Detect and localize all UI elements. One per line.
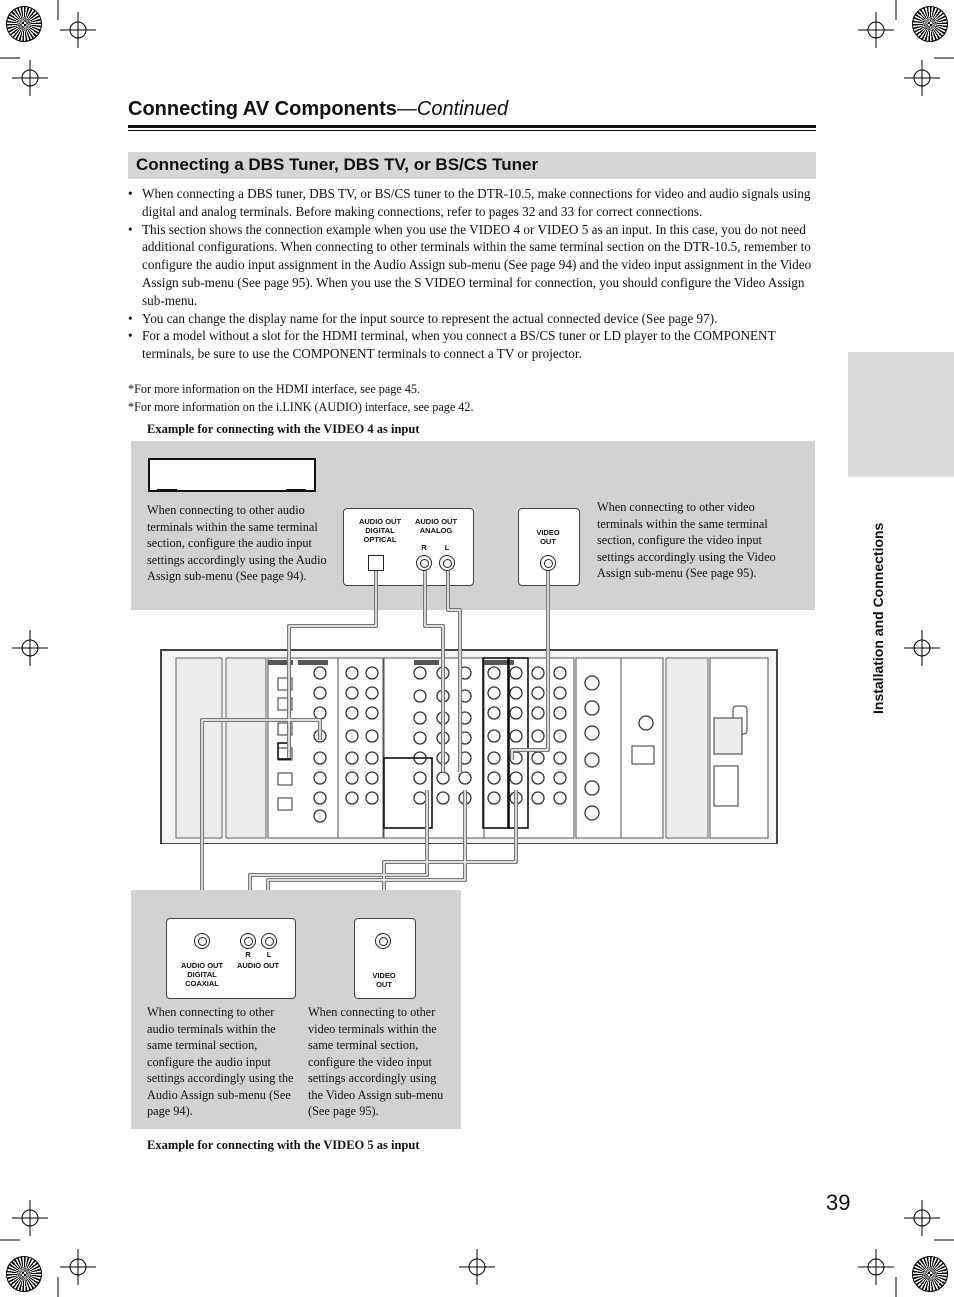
bullet-item: • This section shows the connection example when you use the VIDEO 4 or VIDEO 5 as an input. In this case, you do not need additional configurations. When connecting to other terminals within the same terminal section on the DTR-10.5, remember to configure the audio input assignment in the Audio Assign sub-menu (See page 94) and the video input assignment in the Video Assign sub-menu (See page 95). When you use the S VIDEO terminal for connection, you should configure the Video Assign sub-menu. (128, 221, 816, 310)
r-label: R (421, 543, 427, 552)
bullet-item: • When connecting a DBS tuner, DBS TV, or BS/CS tuner to the DTR-10.5, make connections for video and audio signals using digital and analog terminals. Before making connections, refer to pages 32 and 33 for correct connections. (128, 185, 816, 221)
bullet-item: • You can change the display name for the input source to represent the actual connected device (See page 97). (128, 310, 816, 328)
r-label: R (245, 950, 251, 959)
bottom-right-text: When connecting to other video terminals within the same terminal section, configure the video input settings accordingly using the Video Assign sub-menu (See page 95). (308, 1005, 444, 1118)
example-bottom-caption: Example for connecting with the VIDEO 5 as input (147, 1138, 420, 1152)
l-label: L (266, 950, 272, 959)
bullet-item: • For a model without a slot for the HDMI terminal, when you connect a BS/CS tuner or LD player to the COMPONENT terminals, be sure to use the COMPONENT terminals to connect a TV or projector. (128, 327, 816, 363)
top-right-text: When connecting to other video terminals within the same terminal section, configure the video input settings accordingly using the Video Assign sub-menu (See page 95). (597, 500, 776, 580)
section-title: Connecting a DBS Tuner, DBS TV, or BS/CS Tuner (136, 155, 539, 174)
side-tab-label (852, 484, 886, 714)
top-left-text: When connecting to other audio terminals within the same terminal section, configure the audio input settings accordingly using the Audio Assign sub-menu (See page 94). (147, 503, 327, 583)
audio-out-analog-label: AUDIO OUT ANALOG (414, 517, 458, 535)
header-continued: —Continued (396, 98, 509, 120)
side-tab-text: Installation and Connections (870, 522, 886, 714)
footnote: *For more information on the i.LINK (AUDIO) interface, see page 42. (128, 400, 474, 414)
example-top-caption: Example for connecting with the VIDEO 4 as input (147, 422, 420, 436)
bottom-left-text: When connecting to other audio terminals within the same terminal section, configure the audio input settings accordingly using the Audio Assign sub-menu (See page 94). (147, 1005, 294, 1118)
audio-out-digital-optical-label: AUDIO OUT DIGITAL OPTICAL (358, 517, 402, 544)
rca-jack-icon (240, 933, 256, 949)
l-label: L (444, 543, 450, 552)
audio-out-digital-coaxial-label: AUDIO OUT DIGITAL COAXIAL (180, 961, 224, 988)
coax-jack-icon (194, 933, 210, 949)
rca-jack-icon (375, 933, 391, 949)
side-tab (848, 352, 954, 477)
audio-out-label: AUDIO OUT (236, 961, 280, 970)
rca-jack-icon (261, 933, 277, 949)
video-out-label: VIDEO OUT (536, 528, 560, 546)
footnote: *For more information on the HDMI interface, see page 45. (128, 382, 421, 396)
video-out-label: VIDEO OUT (372, 971, 396, 989)
page-number: 39 (826, 1190, 851, 1215)
header-title: Connecting AV Components (128, 98, 397, 120)
